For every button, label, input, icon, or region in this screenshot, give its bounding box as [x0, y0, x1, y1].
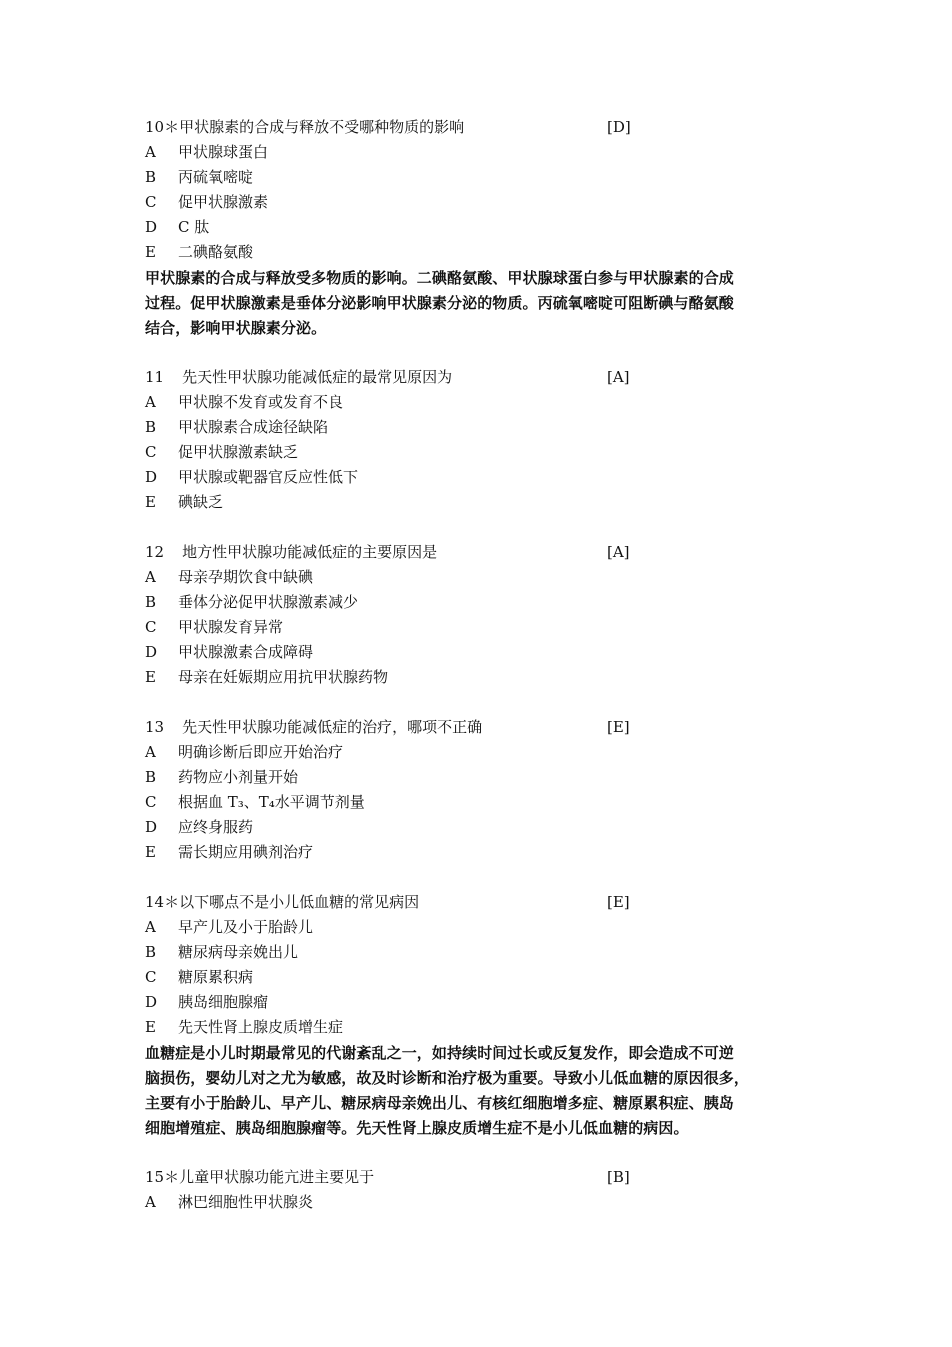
option-e [145, 240, 825, 265]
option-text: 二碘酪氨酸 [178, 243, 254, 261]
question-15 [145, 1165, 825, 1215]
option-letter: D [145, 818, 158, 836]
option-letter: E [145, 668, 156, 686]
question-head [145, 1165, 825, 1190]
option-text: 促甲状腺激素缺乏 [178, 443, 299, 461]
question-stem: 先天性甲状腺功能减低症的最常见原因为 [182, 368, 453, 386]
question-number: 10＊ [145, 118, 180, 136]
option-text: 胰岛细胞腺瘤 [178, 993, 269, 1011]
option-text: 母亲在妊娠期应用抗甲状腺药物 [178, 668, 389, 686]
option-a [145, 740, 825, 765]
option-letter: A [145, 568, 156, 586]
question-13 [145, 715, 825, 865]
option-text: 甲状腺不发育或发育不良 [178, 393, 344, 411]
answer-key: [E] [607, 893, 630, 911]
question-stem: 地方性甲状腺功能减低症的主要原因是 [182, 543, 438, 561]
option-letter: A [145, 743, 156, 761]
explanation-line: 血糖症是小儿时期最常见的代谢紊乱之一，如持续时间过长或反复发作，即会造成不可逆 [145, 1044, 734, 1062]
option-a [145, 915, 825, 940]
option-d [145, 465, 825, 490]
option-letter: C [145, 193, 157, 211]
option-a [145, 390, 825, 415]
question-head [145, 540, 825, 565]
answer-key: [E] [607, 718, 630, 736]
option-letter: B [145, 593, 157, 611]
answer-key: [A] [607, 543, 630, 561]
explanation-line: 细胞增殖症、胰岛细胞腺瘤等。先天性肾上腺皮质增生症不是小儿低血糖的病因。 [145, 1119, 689, 1137]
option-d [145, 990, 825, 1015]
option-text: 根据血 T₃、T₄水平调节剂量 [178, 793, 365, 811]
option-text: 糖尿病母亲娩出儿 [178, 943, 299, 961]
option-letter: A [145, 393, 156, 411]
option-letter: B [145, 418, 157, 436]
option-c [145, 965, 825, 990]
option-text: 明确诊断后即应开始治疗 [178, 743, 344, 761]
explanation-line: 过程。促甲状腺激素是垂体分泌影响甲状腺素分泌的物质。丙硫氧嘧啶可阻断碘与酪氨酸 [145, 294, 734, 312]
option-e [145, 1015, 825, 1040]
option-letter: C [145, 443, 157, 461]
option-text: 甲状腺激素合成障碍 [178, 643, 314, 661]
option-text: 先天性肾上腺皮质增生症 [178, 1018, 344, 1036]
option-d [145, 640, 825, 665]
option-d [145, 215, 825, 240]
option-letter: D [145, 468, 158, 486]
option-text: 促甲状腺激素 [178, 193, 269, 211]
question-11 [145, 365, 825, 515]
option-b [145, 165, 825, 190]
option-letter: B [145, 943, 157, 961]
option-text: 淋巴细胞性甲状腺炎 [178, 1193, 314, 1211]
option-text: 需长期应用碘剂治疗 [178, 843, 314, 861]
option-b [145, 415, 825, 440]
option-text: 早产儿及小于胎龄儿 [178, 918, 314, 936]
option-letter: A [145, 1193, 156, 1211]
option-letter: A [145, 918, 156, 936]
option-c [145, 615, 825, 640]
option-b [145, 940, 825, 965]
answer-key: [B] [607, 1168, 630, 1186]
option-letter: E [145, 1018, 156, 1036]
option-letter: D [145, 643, 158, 661]
question-number: 15＊ [145, 1168, 180, 1186]
option-text: 甲状腺发育异常 [178, 618, 284, 636]
option-letter: C [145, 618, 157, 636]
option-letter: D [145, 993, 158, 1011]
option-text: 药物应小剂量开始 [178, 768, 299, 786]
question-number: 11 [145, 368, 165, 386]
option-text: 糖原累积病 [178, 968, 254, 986]
answer-key: [A] [607, 368, 630, 386]
explanation [145, 1041, 817, 1141]
question-head [145, 890, 825, 915]
option-b [145, 765, 825, 790]
option-e [145, 490, 825, 515]
question-number: 12 [145, 543, 165, 561]
option-letter: E [145, 843, 156, 861]
question-stem: 以下哪点不是小儿低血糖的常见病因 [179, 893, 420, 911]
option-c [145, 190, 825, 215]
explanation-line: 甲状腺素的合成与释放受多物质的影响。二碘酪氨酸、甲状腺球蛋白参与甲状腺素的合成 [145, 269, 734, 287]
question-number: 14＊ [145, 893, 180, 911]
question-stem: 甲状腺素的合成与释放不受哪种物质的影响 [179, 118, 465, 136]
option-letter: B [145, 768, 157, 786]
question-14 [145, 890, 825, 1141]
option-c [145, 440, 825, 465]
question-10 [145, 115, 825, 341]
option-text: 应终身服药 [178, 818, 254, 836]
answer-key: [D] [607, 118, 631, 136]
option-text: 甲状腺或靶器官反应性低下 [178, 468, 359, 486]
option-text: 甲状腺球蛋白 [178, 143, 269, 161]
option-d [145, 815, 825, 840]
option-letter: B [145, 168, 157, 186]
option-a [145, 565, 825, 590]
option-letter: C [145, 968, 157, 986]
option-letter: C [145, 793, 157, 811]
explanation-line: 结合，影响甲状腺素分泌。 [145, 319, 327, 337]
option-a [145, 140, 825, 165]
option-letter: A [145, 143, 156, 161]
option-text: 垂体分泌促甲状腺激素减少 [178, 593, 359, 611]
explanation [145, 266, 817, 341]
option-letter: E [145, 243, 156, 261]
explanation-line: 主要有小于胎龄儿、早产儿、糖尿病母亲娩出儿、有核红细胞增多症、糖原累积症、胰岛 [145, 1094, 734, 1112]
option-letter: E [145, 493, 156, 511]
option-text: C 肽 [178, 218, 210, 236]
option-text: 母亲孕期饮食中缺碘 [178, 568, 314, 586]
option-a [145, 1190, 825, 1215]
option-text: 碘缺乏 [178, 493, 224, 511]
explanation-line: 脑损伤，婴幼儿对之尤为敏感，故及时诊断和治疗极为重要。导致小儿低血糖的原因很多， [145, 1069, 750, 1087]
option-e [145, 665, 825, 690]
question-head [145, 115, 825, 140]
question-stem: 先天性甲状腺功能减低症的治疗，哪项不正确 [182, 718, 483, 736]
question-head [145, 715, 825, 740]
option-text: 丙硫氧嘧啶 [178, 168, 254, 186]
question-stem: 儿童甲状腺功能亢进主要见于 [179, 1168, 375, 1186]
option-c [145, 790, 825, 815]
option-text: 甲状腺素合成途径缺陷 [178, 418, 329, 436]
question-number: 13 [145, 718, 165, 736]
option-letter: D [145, 218, 158, 236]
question-head [145, 365, 825, 390]
option-e [145, 840, 825, 865]
question-12 [145, 540, 825, 690]
option-b [145, 590, 825, 615]
